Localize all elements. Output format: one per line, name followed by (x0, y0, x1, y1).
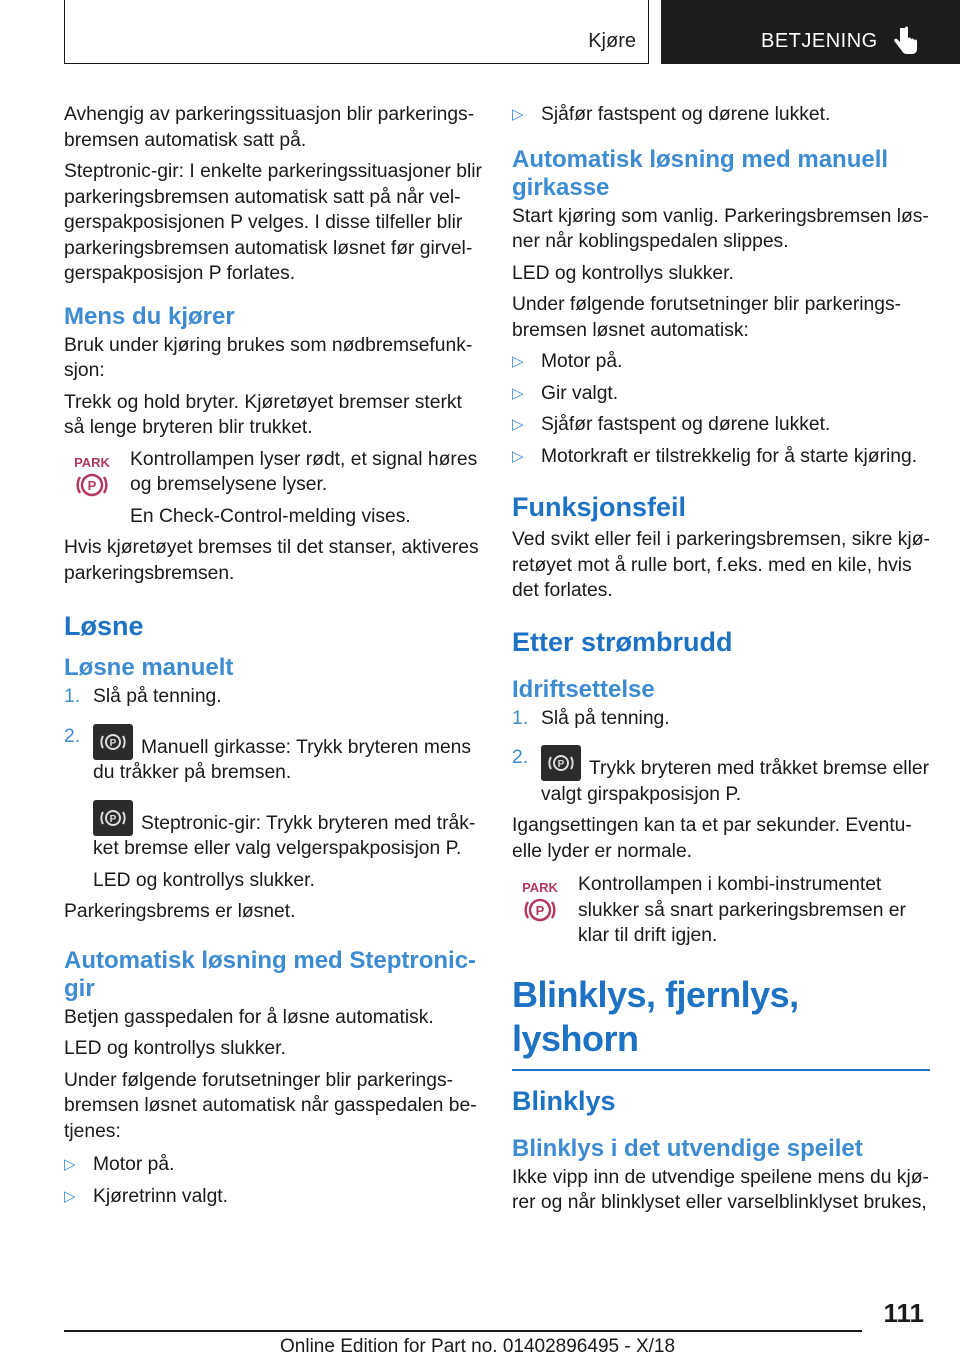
heading-turn-signals-chapter: Blinklys, fjernlys, lyshorn (512, 973, 930, 1071)
paragraph: Parkeringsbrems er løsnet. (64, 901, 296, 922)
note-text: En Check-Control-melding vises. (130, 505, 411, 527)
header-chapter-box (64, 0, 649, 64)
hand-pointer-icon (893, 26, 919, 56)
step-item (512, 745, 930, 807)
paragraph: Betjen gasspedalen for å løsne automatisk. (64, 1006, 434, 1028)
step-subitem (64, 800, 482, 862)
heading-while-driving: Mens du kjører (64, 302, 235, 330)
heading-mirror-turn-signals: Blinklys i det utvendige speilet (512, 1134, 863, 1162)
step-text: Manuell girkasse: Trykk bryteren mens du tråkker på bremsen. (93, 736, 472, 783)
svg-text:P: P (109, 737, 117, 749)
list-item: ▷ Sjåfør fastspent og dørene lukket. (512, 412, 930, 438)
parking-brake-switch-icon (93, 724, 133, 760)
heading-turn-signals: Blinklys (512, 1085, 616, 1116)
step-number: 1. (64, 686, 81, 707)
paragraph: Under følgende forutsetninger blir parkeringsbremsen løsnet automatisk: (512, 294, 902, 341)
park-symbol: P (535, 903, 545, 918)
parking-brake-switch-icon (541, 745, 581, 781)
svg-text:P: P (557, 759, 565, 770)
list-item: ▷ Gir valgt. (512, 381, 930, 407)
list-item: ▷ Motorkraft er tilstrekkelig for å starte kjøring. (512, 444, 930, 470)
heading-auto-release-steptronic: Automatisk løsning med Steptronic-gir (64, 946, 477, 1002)
note-text: Kontrollampen lyser rødt, et signal høres og bremselysene lyser. (130, 448, 478, 495)
list-item: ▷ Kjøretrinn valgt. (64, 1184, 482, 1210)
park-warning-note (64, 447, 482, 530)
paragraph: Ikke vipp inn de utvendige speilene mens du kjører og når blinklyset eller varselblinklyset brukes, (512, 1166, 929, 1213)
bullet-triangle-icon: ▷ (512, 447, 524, 465)
step-number: 1. (512, 707, 529, 729)
park-symbol: P (87, 477, 97, 493)
list-item: ▷ Motor på. (512, 349, 930, 375)
right-column (512, 102, 930, 1222)
left-column (64, 102, 482, 1215)
footer-divider (64, 1330, 862, 1332)
heading-after-power-failure: Etter strømbrudd (512, 626, 733, 657)
step-text: LED og kontrollys slukker. (93, 869, 315, 891)
park-brake-warning-icon (72, 453, 112, 501)
park-label: PARK (74, 454, 110, 470)
header-section: BETJENING (761, 30, 878, 52)
park-info-note (512, 872, 930, 949)
heading-auto-release-manual: Automatisk løsning med manuell girkasse (512, 145, 889, 201)
paragraph: Under følgende forutsetninger blir parkeringsbremsen løsnet automatisk når gasspedalen betjenes: (64, 1069, 477, 1142)
bullet-triangle-icon: ▷ (64, 1187, 76, 1205)
footer-edition: Online Edition for Part no. 01402896495 - X/18 (280, 1336, 676, 1357)
note-text: Kontrollampen i kombi-instrumentet slukker så snart parkeringsbremsen er klar til drift igjen. (578, 874, 906, 946)
heading-release: Løsne (64, 611, 144, 641)
step-text: Trykk bryteren med tråkket bremse eller valgt girspakposisjon P. (541, 758, 930, 805)
list-item: ▷ Sjåfør fastspent og dørene lukket. (512, 102, 930, 128)
step-item (64, 724, 482, 786)
paragraph: LED og kontrollys slukker. (512, 262, 734, 284)
paragraph: Igangsettingen kan ta et par sekunder. Eventuelle lyder er normale. (512, 815, 912, 862)
step-text: Steptronic-gir: Trykk bryteren med tråkket bremse eller valg velgerspakposisjon P. (93, 812, 476, 859)
paragraph: Avhengig av parkeringssituasjon blir parkeringsbremsen automatisk satt på. (64, 104, 475, 151)
step-number: 2. (512, 747, 529, 768)
paragraph: Hvis kjøretøyet bremses til det stanser, aktiveres parkeringsbremsen. (64, 537, 479, 584)
page-number: 111 (883, 1298, 924, 1328)
svg-text:P: P (109, 813, 117, 825)
paragraph: Bruk under kjøring brukes som nødbremsefunksjon: (64, 334, 473, 381)
bullet-triangle-icon: ▷ (512, 416, 524, 433)
bullet-triangle-icon: ▷ (512, 353, 524, 370)
step-item: 1. Slå på tenning. (512, 706, 930, 732)
paragraph: LED og kontrollys slukker. (64, 1038, 286, 1059)
heading-commissioning: Idriftsettelse (512, 675, 655, 703)
step-number: 2. (64, 725, 81, 747)
bullet-triangle-icon: ▷ (512, 384, 524, 402)
step-text: Slå på tenning. (93, 686, 222, 707)
paragraph: Start kjøring som vanlig. Parkeringsbremsen løsner når koblingspedalen slippes. (512, 205, 929, 252)
paragraph: Trekk og hold bryter. Kjøretøyet bremser sterkt så lenge bryteren blir trukket. (64, 391, 462, 438)
heading-release-manual: Løsne manuelt (64, 654, 234, 681)
paragraph: Ved svikt eller feil i parkeringsbremsen, sikre kjøretøyet mot å rulle bort, f.eks. med en kile, hvis det forlates. (512, 529, 930, 601)
list-item: ▷ Motor på. (64, 1152, 482, 1178)
heading-malfunction: Funksjonsfeil (512, 492, 687, 522)
header-chapter: Kjøre (588, 30, 636, 52)
paragraph: Steptronic-gir: I enkelte parkeringssituasjoner blir parkeringsbremsen automatisk satt på når velgerspakposisjonen P velges. I disse tilfeller blir parkeringsbremsen automatisk løsnet før girvelgerspakposisjon P forlates. (64, 161, 482, 284)
step-item (64, 684, 482, 710)
park-label: PARK (522, 880, 558, 895)
bullet-triangle-icon: ▷ (64, 1156, 76, 1173)
park-brake-warning-icon (520, 878, 560, 926)
parking-brake-switch-icon (93, 800, 133, 836)
bullet-triangle-icon: ▷ (512, 106, 524, 123)
